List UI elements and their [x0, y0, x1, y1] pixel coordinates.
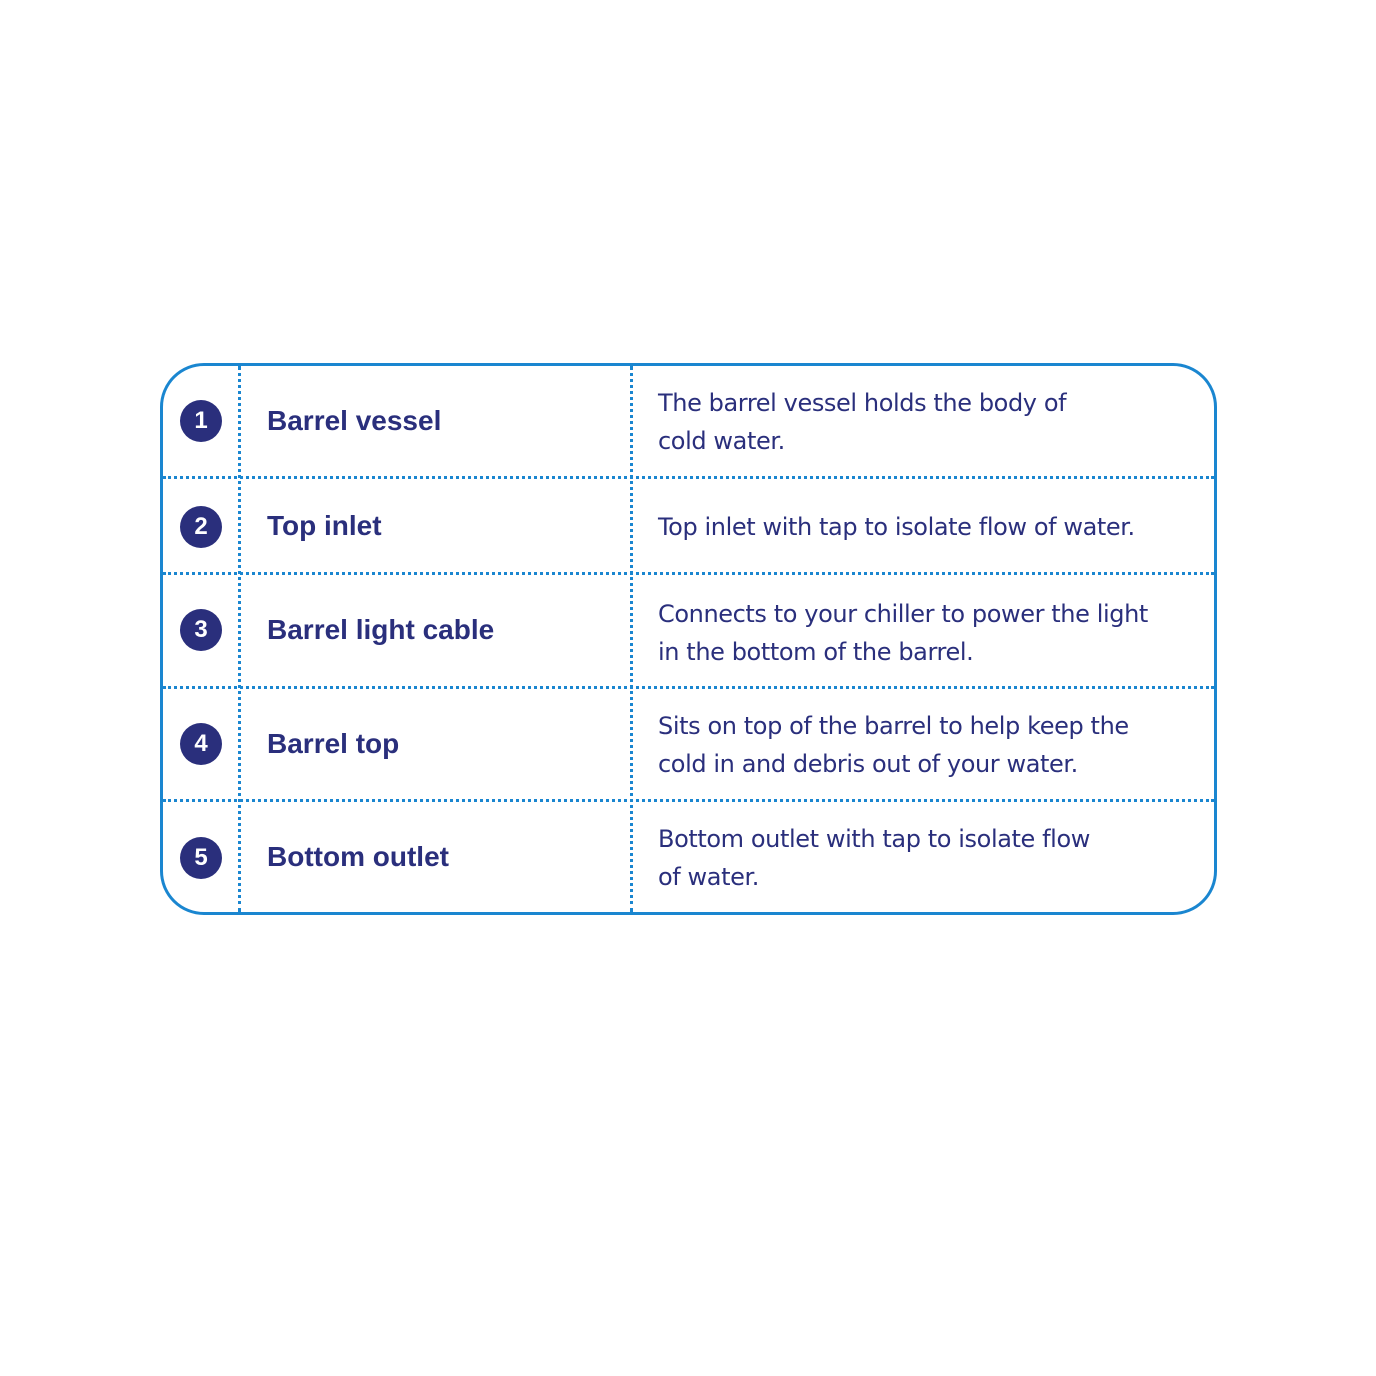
row-number-badge: 5 [180, 837, 222, 879]
row-number-badge: 3 [180, 609, 222, 651]
description-line: cold water. [658, 427, 785, 455]
description-line: Sits on top of the barrel to help keep the [658, 712, 1129, 740]
description-line: in the bottom of the barrel. [658, 638, 974, 666]
description-line: Top inlet with tap to isolate flow of water. [658, 513, 1135, 541]
row-number-badge: 1 [180, 400, 222, 442]
part-description [658, 595, 1198, 671]
column-divider [238, 366, 241, 912]
part-name: Top inlet [267, 510, 382, 541]
table-row [163, 686, 1214, 802]
table-row [163, 799, 1214, 915]
table-row [163, 572, 1214, 689]
part-description [658, 384, 1198, 460]
part-name: Barrel top [267, 728, 400, 759]
part-description [658, 820, 1198, 896]
row-number-badge: 2 [180, 506, 222, 548]
table-row [163, 366, 1214, 476]
part-name: Barrel vessel [267, 405, 442, 436]
row-number-badge: 4 [180, 723, 222, 765]
part-name: Bottom outlet [267, 841, 449, 872]
part-description [658, 508, 1198, 546]
description-line: Bottom outlet with tap to isolate flow [658, 825, 1090, 853]
description-line: cold in and debris out of your water. [658, 750, 1078, 778]
column-divider [630, 366, 633, 912]
table-row [163, 476, 1214, 575]
parts-table [160, 363, 1217, 915]
description-line: Connects to your chiller to power the light [658, 600, 1148, 628]
part-name: Barrel light cable [267, 614, 495, 645]
part-description [658, 707, 1198, 783]
description-line: of water. [658, 863, 759, 891]
description-line: The barrel vessel holds the body of [658, 389, 1067, 417]
